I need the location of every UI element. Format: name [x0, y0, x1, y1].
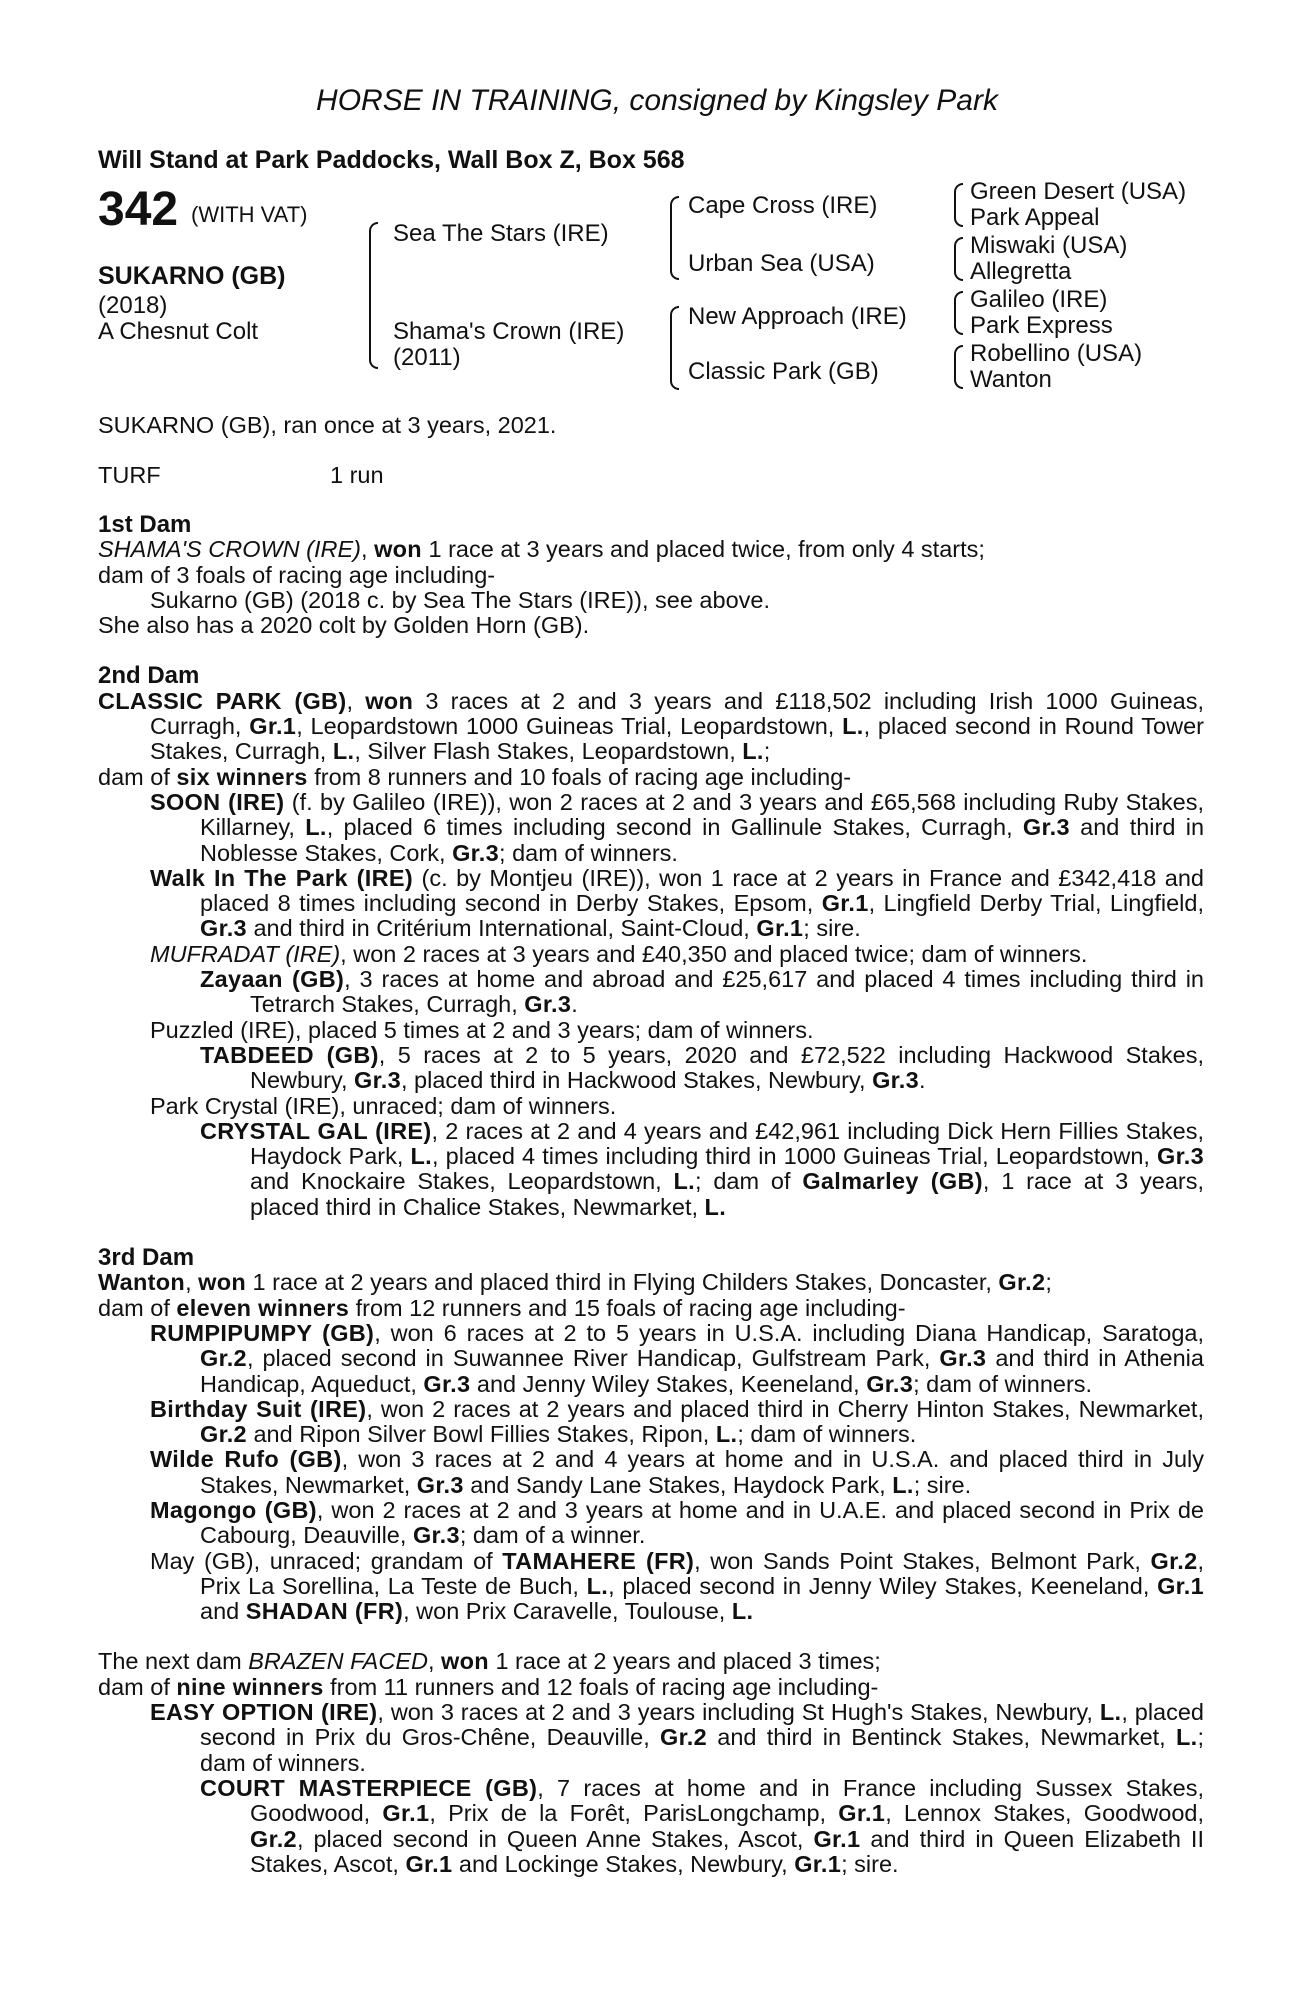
gen3-4: Classic Park (GB) — [688, 358, 879, 385]
vat-note: (WITH VAT) — [191, 202, 308, 227]
produce-entry: Wilde Rufo (GB), won 3 races at 2 and 4 years at home and in U.S.A. and placed third in July Stakes, Newmarket, Gr.3 and Sandy Lane Stakes, Haydock Park, L.; sire. — [150, 1446, 1205, 1498]
produce-entry: CRYSTAL GAL (IRE), 2 races at 2 and 4 years and £42,961 including Dick Hern Fillies Stakes, Haydock Park, L., placed 4 times including third in 1000 Guineas Trial, Leopardstown, Gr.3 and Knockaire Stakes, Leopardstown, L.; dam of Galmarley (GB), 1 race at 3 years, placed third in Chalice Stakes, Newmarket, L. — [200, 1117, 1205, 1220]
gen3-1: Cape Cross (IRE) — [688, 192, 878, 219]
horse-year: (2018) — [98, 292, 168, 319]
second-dam-heading: 2nd Dam — [98, 662, 200, 690]
turf-runs: 1 run — [330, 462, 384, 488]
horse-description: A Chesnut Colt — [98, 318, 259, 345]
gen3-2: Urban Sea (USA) — [688, 250, 875, 277]
first-dam-produce: Sukarno (GB) (2018 c. by Sea The Stars (IRE)), see above. — [150, 586, 770, 613]
produce-entry: Magongo (GB), won 2 races at 2 and 3 years at home and in U.A.E. and placed second in Prix de Cabourg, Deauville, Gr.3; dam of a winner. — [150, 1496, 1204, 1549]
first-dam-foals: dam of 3 foals of racing age including- — [98, 561, 496, 588]
third-dam-heading: 3rd Dam — [98, 1244, 195, 1272]
brace — [670, 196, 679, 280]
brace — [369, 222, 378, 369]
dam: Shama's Crown (IRE) — [393, 318, 625, 345]
produce-entry: Puzzled (IRE), placed 5 times at 2 and 3 years; dam of winners. — [150, 1016, 814, 1043]
gen4-1: Green Desert (USA) — [970, 178, 1187, 205]
race-summary: SUKARNO (GB), ran once at 3 years, 2021. — [98, 412, 557, 438]
third-dam-entry: Wanton, won 1 race at 2 years and placed third in Flying Childers Stakes, Doncaster, Gr.2; — [98, 1269, 1052, 1296]
gen4-6: Park Express — [970, 312, 1113, 339]
page-header: HORSE IN TRAINING, consigned by Kingsley Park — [316, 84, 998, 117]
produce-entry: COURT MASTERPIECE (GB), 7 races at home and in France including Sussex Stakes, Goodwood, Gr.1, Prix de la Forêt, ParisLongchamp, Gr.1, Lennox Stakes, Goodwood, Gr.2, placed second in Queen Anne Stakes, Ascot, Gr.1 and third in Queen Elizabeth II Stakes, Ascot, Gr.1 and Lockinge Stakes, Newbury, Gr.1; sire. — [200, 1774, 1204, 1877]
gen3-3: New Approach (IRE) — [688, 303, 907, 330]
second-dam-entry: CLASSIC PARK (GB), won 3 races at 2 and 3 years and £118,502 including Irish 1000 Guineas, Curragh, Gr.1, Leopardstown 1000 Guineas Trial, Leopardstown, L., placed second in Round Tower Stakes, Curragh, L., Silver Flash Stakes, Leopardstown, L.; — [98, 687, 1204, 765]
brace — [954, 237, 963, 281]
dam-notes — [98, 512, 1204, 1877]
brace — [670, 306, 679, 390]
produce-entry: May (GB), unraced; grandam of TAMAHERE (FR), won Sands Point Stakes, Belmont Park, Gr.2, Prix La Sorellina, La Teste de Buch, L., placed second in Jenny Wiley Stakes, Keeneland, Gr.1 and SHADAN (FR), won Prix Caravelle, Toulouse, L. — [150, 1547, 1204, 1625]
first-dam-heading: 1st Dam — [98, 511, 192, 538]
brace — [954, 345, 963, 389]
produce-entry: RUMPIPUMPY (GB), won 6 races at 2 to 5 years in U.S.A. including Diana Handicap, Saratoga, Gr.2, placed second in Suwannee River Handicap, Gulfstream Park, Gr.3 and third in Athenia Handicap, Aqueduct, Gr.3 and Jenny Wiley Stakes, Keeneland, Gr.3; dam of winners. — [150, 1319, 1205, 1397]
produce-entry: MUFRADAT (IRE), won 2 races at 3 years and £40,350 and placed twice; dam of winners. — [150, 940, 1088, 967]
first-dam-line: SHAMA'S CROWN (IRE), won 1 race at 3 years and placed twice, from only 4 starts; — [98, 536, 985, 563]
next-dam-produce: dam of nine winners from 11 runners and 12 foals of racing age including- — [98, 1673, 879, 1700]
second-dam-produce: dam of six winners from 8 runners and 10 foals of racing age including- — [98, 763, 852, 790]
turf-label: TURF — [98, 462, 161, 488]
produce-entry: Birthday Suit (IRE), won 2 races at 2 years and placed third in Cherry Hinton Stakes, Newmarket, Gr.2 and Ripon Silver Bowl Fillies Stakes, Ripon, L.; dam of winners. — [150, 1395, 1204, 1448]
gen4-4: Allegretta — [970, 258, 1072, 285]
produce-entry: TABDEED (GB), 5 races at 2 to 5 years, 2020 and £72,522 including Hackwood Stakes, Newbury, Gr.3, placed third in Hackwood Stakes, Newbury, Gr.3. — [200, 1041, 1205, 1094]
gen4-3: Miswaki (USA) — [970, 232, 1128, 259]
gen4-7: Robellino (USA) — [970, 340, 1143, 367]
produce-entry: Zayaan (GB), 3 races at home and abroad and £25,617 and placed 4 times including third in Tetrarch Stakes, Curragh, Gr.3. — [200, 966, 1205, 1018]
third-dam-produce: dam of eleven winners from 12 runners and 15 foals of racing age including- — [98, 1294, 906, 1321]
stand-location: Will Stand at Park Paddocks, Wall Box Z, Box 568 — [98, 146, 685, 174]
lot-number: 342 — [98, 183, 179, 236]
brace — [954, 291, 963, 335]
gen4-2: Park Appeal — [970, 204, 1100, 231]
brace — [954, 183, 963, 227]
next-dam-entry: The next dam BRAZEN FACED, won 1 race at 2 years and placed 3 times; — [98, 1648, 881, 1675]
horse-name: SUKARNO (GB) — [98, 262, 286, 290]
sire: Sea The Stars (IRE) — [393, 220, 609, 247]
dam-year: (2011) — [393, 344, 461, 371]
produce-entry: Walk In The Park (IRE) (c. by Montjeu (IRE)), won 1 race at 2 years in France and £342,418 and placed 8 times including second in Derby Stakes, Epsom, Gr.1, Lingfield Derby Trial, Lingfield, Gr.3 and third in Critérium International, Saint-Cloud, Gr.1; sire. — [150, 864, 1204, 942]
produce-entry: EASY OPTION (IRE), won 3 races at 2 and 3 years including St Hugh's Stakes, Newbury, L., placed second in Prix du Gros-Chêne, Deauville, Gr.2 and third in Bentinck Stakes, Newmarket, L.; dam of winners. — [150, 1699, 1205, 1776]
gen4-8: Wanton — [970, 366, 1052, 393]
gen4-5: Galileo (IRE) — [970, 286, 1108, 313]
first-dam-note: She also has a 2020 colt by Golden Horn (GB). — [98, 612, 590, 639]
produce-entry: Park Crystal (IRE), unraced; dam of winners. — [150, 1092, 617, 1119]
produce-entry: SOON (IRE) (f. by Galileo (IRE)), won 2 races at 2 and 3 years and £65,568 including Ruby Stakes, Killarney, L., placed 6 times including second in Gallinule Stakes, Curragh, Gr.3 and third in Noblesse Stakes, Cork, Gr.3; dam of winners. — [150, 788, 1205, 866]
